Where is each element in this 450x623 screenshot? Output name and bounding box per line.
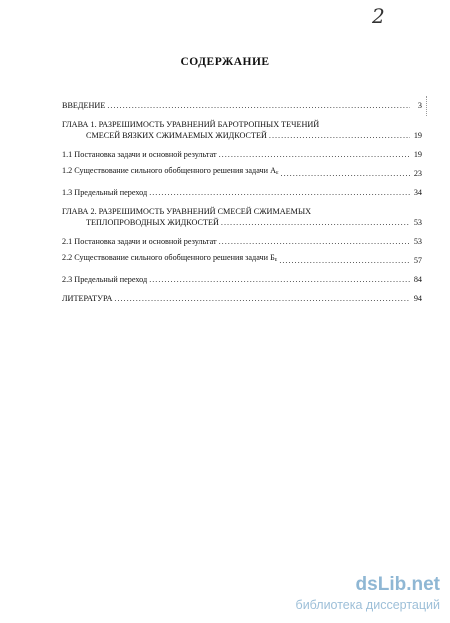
toc-page-number: 3 <box>417 101 422 110</box>
toc-page-number: 94 <box>413 294 422 303</box>
toc-entry[interactable] <box>62 206 422 228</box>
toc-entry-title: 1.1 Постановка задачи и основной результат <box>62 150 217 159</box>
leader-dots <box>107 100 410 111</box>
page-title: СОДЕРЖАНИЕ <box>180 56 270 68</box>
toc-page-number: 19 <box>413 150 422 159</box>
toc-entry-title-continued: ТЕПЛОПРОВОДНЫХ ЖИДКОСТЕЙ <box>86 218 219 227</box>
toc-entry[interactable] <box>62 236 422 247</box>
toc-entry[interactable] <box>62 168 422 179</box>
toc-entry-title: ГЛАВА 2. РАЗРЕШИМОСТЬ УРАВНЕНИЙ СМЕСЕЙ СЖИМАЕМЫХ <box>62 207 311 216</box>
toc-entry[interactable] <box>62 274 422 285</box>
toc-page-number: 57 <box>413 256 422 265</box>
toc-page-number: 53 <box>413 218 422 227</box>
toc-entry-title: ГЛАВА 1. РАЗРЕШИМОСТЬ УРАВНЕНИЙ БАРОТРОПНЫХ ТЕЧЕНИЙ <box>62 120 320 129</box>
leader-dots <box>149 274 410 285</box>
toc-entry-title: 1.2 Существование сильного обобщенного решения задачи $A_\varepsilon$ <box>62 166 279 176</box>
leader-dots <box>221 217 410 228</box>
toc-entry-title: 2.2 Существование сильного обобщенного решения задачи $Б_\varepsilon$ <box>62 253 278 263</box>
toc-entry-title: 1.3 Предельный переход <box>62 188 148 197</box>
toc-page-number: 23 <box>413 169 422 178</box>
table-of-contents <box>62 100 422 304</box>
toc-entry-title: ЛИТЕРАТУРА <box>62 294 113 303</box>
leader-dots <box>281 168 410 179</box>
subscript: ε <box>274 257 278 263</box>
leader-dots <box>149 187 410 198</box>
toc-page-number: 84 <box>413 275 422 284</box>
leader-dots <box>219 149 410 160</box>
toc-entry-title-continued: СМЕСЕЙ ВЯЗКИХ СЖИМАЕМЫХ ЖИДКОСТЕЙ <box>86 131 267 140</box>
toc-entry-title: 2.3 Предельный переход <box>62 275 148 284</box>
toc-entry[interactable] <box>62 293 422 304</box>
toc-entry[interactable] <box>62 149 422 160</box>
watermark-subtitle: библиотека диссертаций <box>295 598 440 612</box>
toc-entry[interactable] <box>62 255 422 266</box>
toc-entry[interactable] <box>62 100 422 111</box>
toc-page-number: 34 <box>413 188 422 197</box>
leader-dots <box>114 293 410 304</box>
subscript: ε <box>275 170 279 176</box>
handwritten-page-number: 2 <box>372 4 385 28</box>
leader-dots <box>219 236 410 247</box>
leader-dots <box>279 255 410 266</box>
toc-entry-title: ВВЕДЕНИЕ <box>62 101 106 110</box>
toc-page-number: 53 <box>413 237 422 246</box>
toc-entry[interactable] <box>62 187 422 198</box>
toc-page-number: 19 <box>413 131 422 140</box>
toc-entry[interactable] <box>62 119 422 141</box>
leader-dots <box>269 130 410 141</box>
toc-entry-title: 2.1 Постановка задачи и основной результат <box>62 237 217 246</box>
scan-artifact <box>426 96 428 116</box>
watermark-logo[interactable]: dsLib.net <box>355 574 440 595</box>
